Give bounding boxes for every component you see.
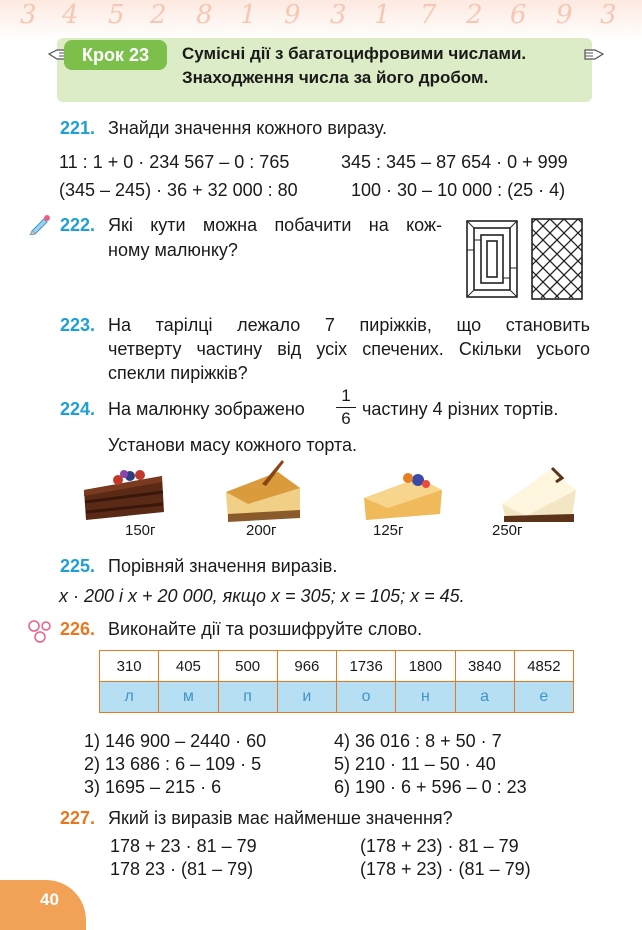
cipher-number-cell: 500	[218, 651, 277, 682]
cipher-letter-cell: л	[100, 682, 159, 713]
cipher-number-cell: 966	[277, 651, 336, 682]
cipher-letters-row	[100, 682, 574, 713]
task-226-item: 5) 210 · 11 – 50 · 40	[334, 754, 496, 774]
cake-mass-label: 200г	[246, 522, 277, 539]
cipher-letter-cell: и	[277, 682, 336, 713]
links-icon	[26, 618, 54, 644]
task-number-226: 226.	[60, 619, 96, 639]
decor-digit: 3	[330, 0, 347, 30]
fraction-denominator: 6	[341, 409, 351, 428]
decor-digit: 3	[600, 0, 617, 30]
chocolate-cake-slice	[78, 462, 170, 524]
task-226-item: 3) 1695 – 215 · 6	[84, 777, 222, 797]
cipher-number-cell: 405	[159, 651, 218, 682]
fraction-numerator: 1	[341, 386, 351, 405]
cheesecake-slice	[222, 458, 304, 524]
task-227-expression: 178 23 · (81 – 79)	[110, 859, 254, 879]
cipher-table	[99, 650, 574, 713]
expression: 100 · 30 – 10 000 : (25 · 4)	[351, 180, 566, 200]
task-number-223: 223.	[60, 315, 96, 335]
task-226-text: Виконайте дії та розшифруйте слово.	[108, 619, 423, 639]
expression: 345 : 345 – 87 654 · 0 + 999	[341, 152, 568, 172]
page-number: 40	[40, 890, 59, 909]
task-number-227: 227.	[60, 808, 96, 828]
task-225-text: Порівняй значення виразів.	[108, 556, 338, 576]
decor-digit: 1	[240, 0, 257, 30]
cipher-letter-cell: м	[159, 682, 218, 713]
task-223-line: спекли пиріжків?	[108, 363, 248, 383]
task-226-item: 4) 36 016 : 8 + 50 · 7	[334, 731, 502, 751]
cipher-letter-cell: а	[455, 682, 514, 713]
step-badge: Крок 23	[64, 40, 167, 70]
decor-digit: 7	[420, 0, 437, 30]
cake-mass-label: 150г	[125, 522, 156, 539]
cipher-number-cell: 1800	[396, 651, 455, 682]
decor-digit: 2	[150, 0, 167, 30]
cipher-number-cell: 1736	[337, 651, 396, 682]
fruit-cake-slice	[360, 468, 444, 524]
task-227-expression: (178 + 23) · 81 – 79	[360, 836, 519, 856]
lesson-title-line: Знаходження числа за його дробом.	[182, 68, 489, 87]
task-223-line: четверту частину від усіх спечених. Скільки усього	[108, 339, 590, 359]
task-221-text: Знайди значення кожного виразу.	[108, 118, 388, 138]
nested-rectangles-figure	[466, 220, 518, 298]
expression: (345 – 245) · 36 + 32 000 : 80	[59, 180, 298, 200]
task-226-item: 2) 13 686 : 6 – 109 · 5	[84, 754, 262, 774]
task-224-text-after: частину 4 різних тортів.	[362, 399, 559, 419]
decorative-digit-band	[0, 0, 642, 40]
cake-mass-label: 250г	[492, 522, 523, 539]
task-number-221: 221.	[60, 118, 96, 138]
task-226-item: 1) 146 900 – 2440 · 60	[84, 731, 267, 751]
decor-digit: 8	[196, 0, 213, 30]
task-224-line: Установи масу кожного торта.	[108, 435, 358, 455]
lesson-title	[182, 42, 587, 90]
task-222-line: Які кути можна побачити на кож-	[108, 215, 442, 235]
task-number-222: 222.	[60, 215, 96, 235]
lesson-title-line: Сумісні дії з багатоцифровими числами.	[182, 44, 527, 63]
task-227-expression: 178 + 23 · 81 – 79	[110, 836, 257, 856]
expression: 11 : 1 + 0 · 234 567 – 0 : 765	[59, 152, 290, 172]
cipher-letter-cell: п	[218, 682, 277, 713]
task-224-text-before: На малюнку зображено	[108, 399, 305, 419]
cipher-numbers-row	[100, 651, 574, 682]
task-227-expression: (178 + 23) · (81 – 79)	[360, 859, 531, 879]
fraction-bar	[336, 407, 356, 408]
task-225-condition: x · 200 і x + 20 000, якщо x = 305; x = 105; x = 45.	[59, 586, 465, 606]
task-number-224: 224.	[60, 399, 96, 419]
task-223-line: На тарілці лежало 7 пиріжків, що становить	[108, 315, 590, 335]
decor-digit: 4	[62, 0, 79, 30]
decor-digit: 9	[284, 0, 301, 30]
pencil-icon	[28, 213, 52, 235]
task-222-line: ному малюнку?	[108, 240, 238, 260]
lattice-figure	[531, 218, 583, 300]
cake-mass-label: 125г	[373, 522, 404, 539]
fraction-one-sixth	[336, 386, 356, 429]
cipher-letter-cell: о	[337, 682, 396, 713]
cipher-number-cell: 4852	[514, 651, 573, 682]
decor-digit: 5	[108, 0, 125, 30]
cipher-letter-cell: н	[396, 682, 455, 713]
decor-digit: 1	[374, 0, 391, 30]
task-number-225: 225.	[60, 556, 96, 576]
cream-cake-slice	[498, 460, 578, 524]
task-227-text: Який із виразів має найменше значення?	[108, 808, 453, 828]
decor-digit: 9	[556, 0, 573, 30]
task-226-item: 6) 190 · 6 + 596 – 0 : 23	[334, 777, 527, 797]
cipher-number-cell: 310	[100, 651, 159, 682]
cipher-number-cell: 3840	[455, 651, 514, 682]
decor-digit: 6	[510, 0, 527, 30]
decor-digit: 3	[20, 0, 37, 30]
cipher-letter-cell: е	[514, 682, 573, 713]
pointing-hand-right-icon	[583, 44, 605, 64]
decor-digit: 2	[466, 0, 483, 30]
